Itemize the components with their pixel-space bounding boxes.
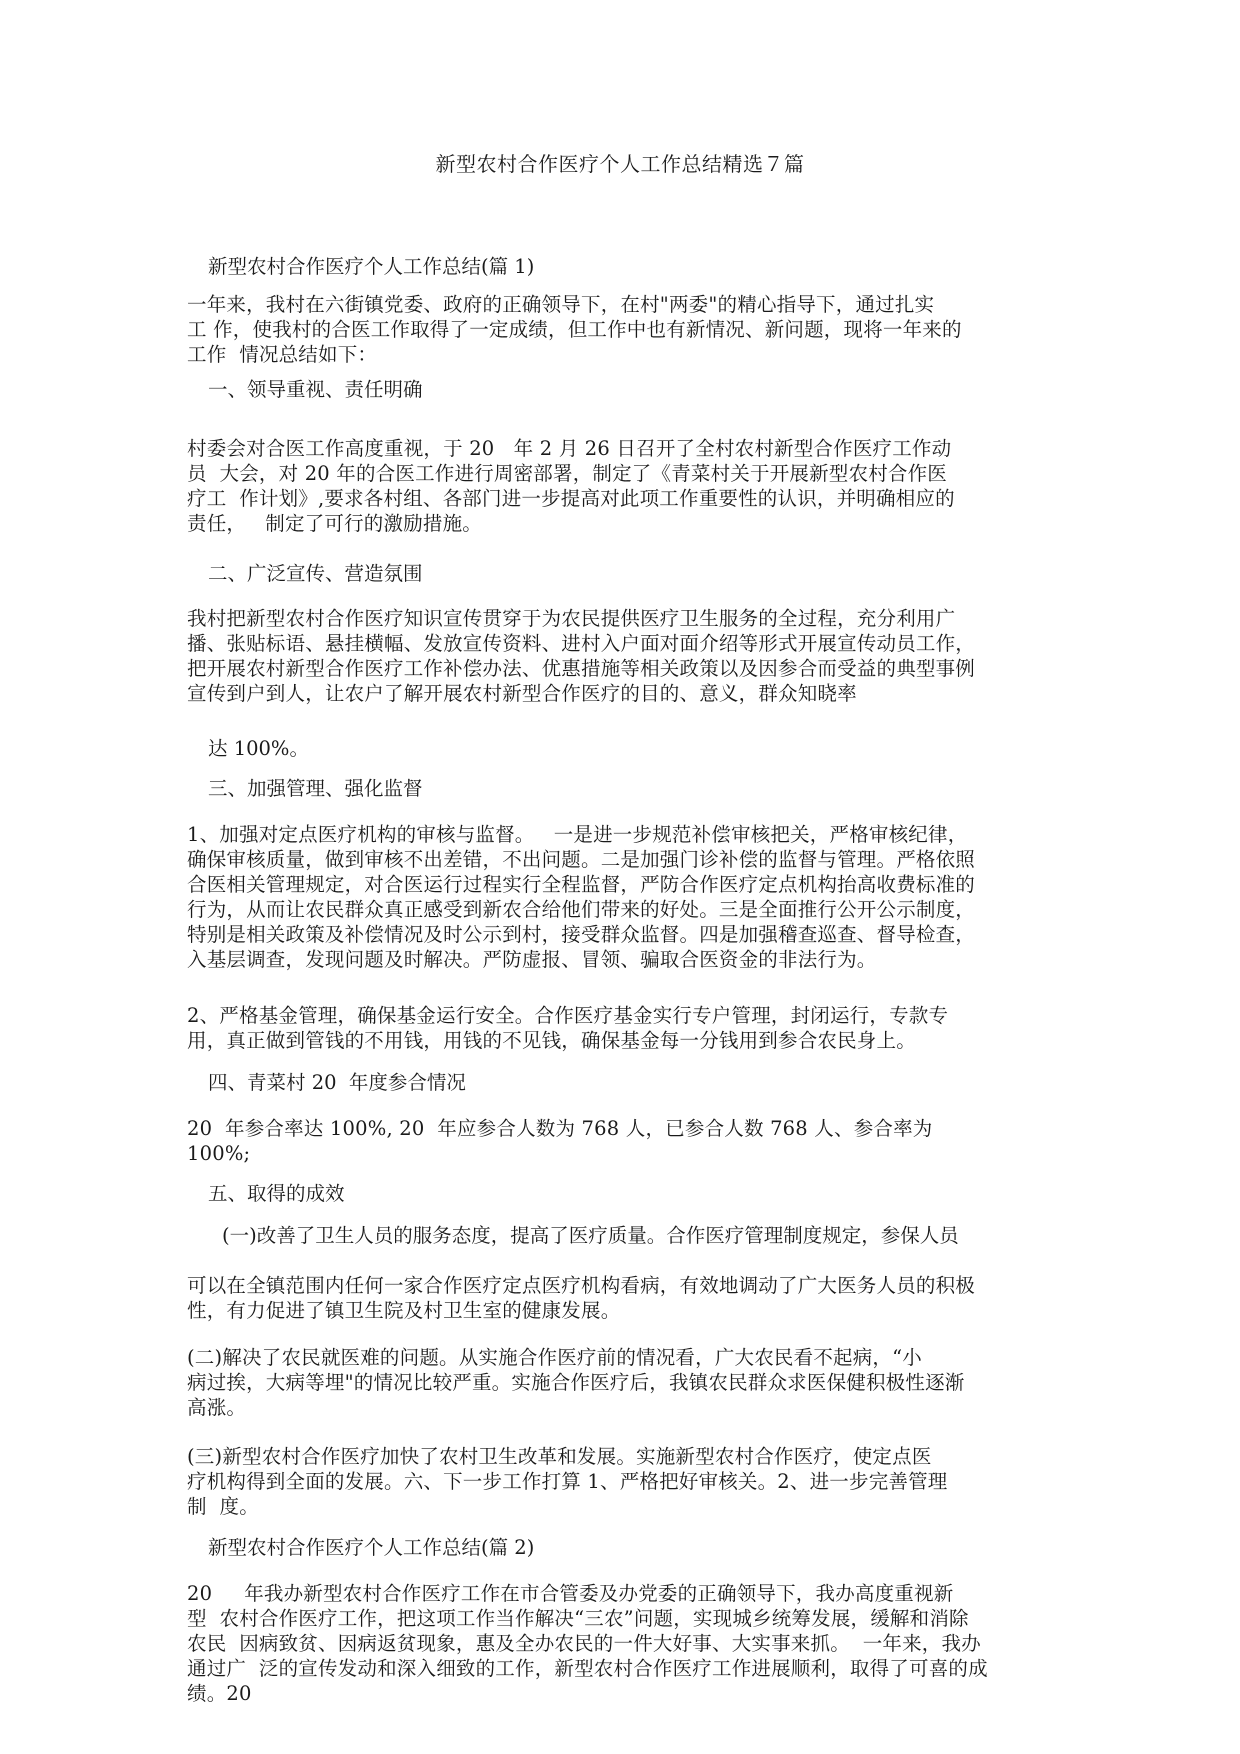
section-2-heading: 新型农村合作医疗个人工作总结(篇 2) <box>208 1536 535 1559</box>
paragraph-2: 我村把新型农村合作医疗知识宣传贯穿于为农民提供医疗卫生服务的全过程，充分利用广 播、张贴标语、悬挂横幅、发放宣传资料、进村入户面对面介绍等形式开展宣传动员工作， 把开展农村新型合作医疗工作补偿办法、优惠措施等相关政策以及因参合而受益的典型事例 宣传到户到人，让农户了解开展农村新型合作医疗的目的、意义，群众知晓率 <box>187 607 976 705</box>
paragraph-5: 20 年参合率达 100%, 20 年应参合人数为 768 人，已参合人数 768 人、参合率为 100%; <box>187 1117 933 1165</box>
intro-paragraph: 一年来，我村在六街镇党委、政府的正确领导下，在村"两委"的精心指导下，通过扎实 工 作，使我村的合医工作取得了一定成绩，但工作中也有新情况、新问题，现将一年来的 工作 情况总结如下： <box>187 293 962 366</box>
section-heading-1: 一、领导重视、责任明确 <box>208 378 423 401</box>
paragraph-4: 2、严格基金管理，确保基金运行安全。合作医疗基金实行专户管理，封闭运行，专款专 用，真正做到管钱的不用钱，用钱的不见钱，确保基金每一分钱用到参合农民身上。 <box>187 1004 949 1052</box>
section-1-heading: 新型农村合作医疗个人工作总结(篇 1) <box>208 255 535 278</box>
paragraph-10: 20 年我办新型农村合作医疗工作在市合管委及办党委的正确领导下，我办高度重视新 型 农村合作医疗工作，把这项工作当作解决“三农”问题，实现城乡统筹发展，缓解和消除 农民 因病致贫、因病返贫现象，惠及全办农民的一件大好事、大实事来抓。 一年来，我办 通过广 泛的宣传发动和深入细致的工作，新型农村合作医疗工作进展顺利，取得了可喜的成 绩。20 <box>187 1582 988 1705</box>
section-heading-4: 四、青菜村 20 年度参合情况 <box>208 1071 466 1094</box>
paragraph-1: 村委会对合医工作高度重视，于 20 年 2 月 26 日召开了全村农村新型合作医疗工作动 员 大会，对 20 年的合医工作进行周密部署，制定了《青菜村关于开展新型农村合作医 疗工 作计划》,要求各村组、各部门进一步提高对此项工作重要性的认识，并明确相应的 责任， 制定了可行的激励措施。 <box>187 437 955 535</box>
paragraph-7: 可以在全镇范围内任何一家合作医疗定点医疗机构看病，有效地调动了广大医务人员的积极 性，有力促进了镇卫生院及村卫生室的健康发展。 <box>187 1274 976 1322</box>
paragraph-6: (一)改善了卫生人员的服务态度，提高了医疗质量。合作医疗管理制度规定，参保人员 <box>222 1224 959 1247</box>
document-title: 新型农村合作医疗个人工作总结精选７篇 <box>435 152 805 176</box>
paragraph-2-end: 达 100%。 <box>208 737 309 760</box>
section-heading-3: 三、加强管理、强化监督 <box>208 777 423 800</box>
paragraph-3: 1、加强对定点医疗机构的审核与监督。 一是进一步规范补偿审核把关，严格审核纪律， 确保审核质量，做到审核不出差错，不出问题。二是加强门诊补偿的监督与管理。严格依照 合医相关管理规定，对合医运行过程实行全程监督，严防合作医疗定点机构抬高收费标准的 行为，从而让农民群众真正感受到新农合给他们带来的好处。三是全面推行公开公示制度， 特别是相关政策及补偿情况及时公示到村，接受群众监督。四是加强稽查巡查、督导检查， 入基层调查，发现问题及时解决。严防虚报、冒领、骗取合医资金的非法行为。 <box>187 823 976 971</box>
paragraph-9: (三)新型农村合作医疗加快了农村卫生改革和发展。实施新型农村合作医疗，使定点医 疗机构得到全面的发展。六、下一步工作打算 1、严格把好审核关。2、进一步完善管理 制 度。 <box>187 1445 948 1518</box>
section-heading-2: 二、广泛宣传、营造氛围 <box>208 562 423 585</box>
section-heading-5: 五、取得的成效 <box>208 1182 345 1205</box>
paragraph-8: (二)解决了农民就医难的问题。从实施合作医疗前的情况看，广大农民看不起病，“小 病过挨，大病等埋"的情况比较严重。实施合作医疗后，我镇农民群众求医保健积极性逐渐 高涨。 <box>187 1346 965 1419</box>
